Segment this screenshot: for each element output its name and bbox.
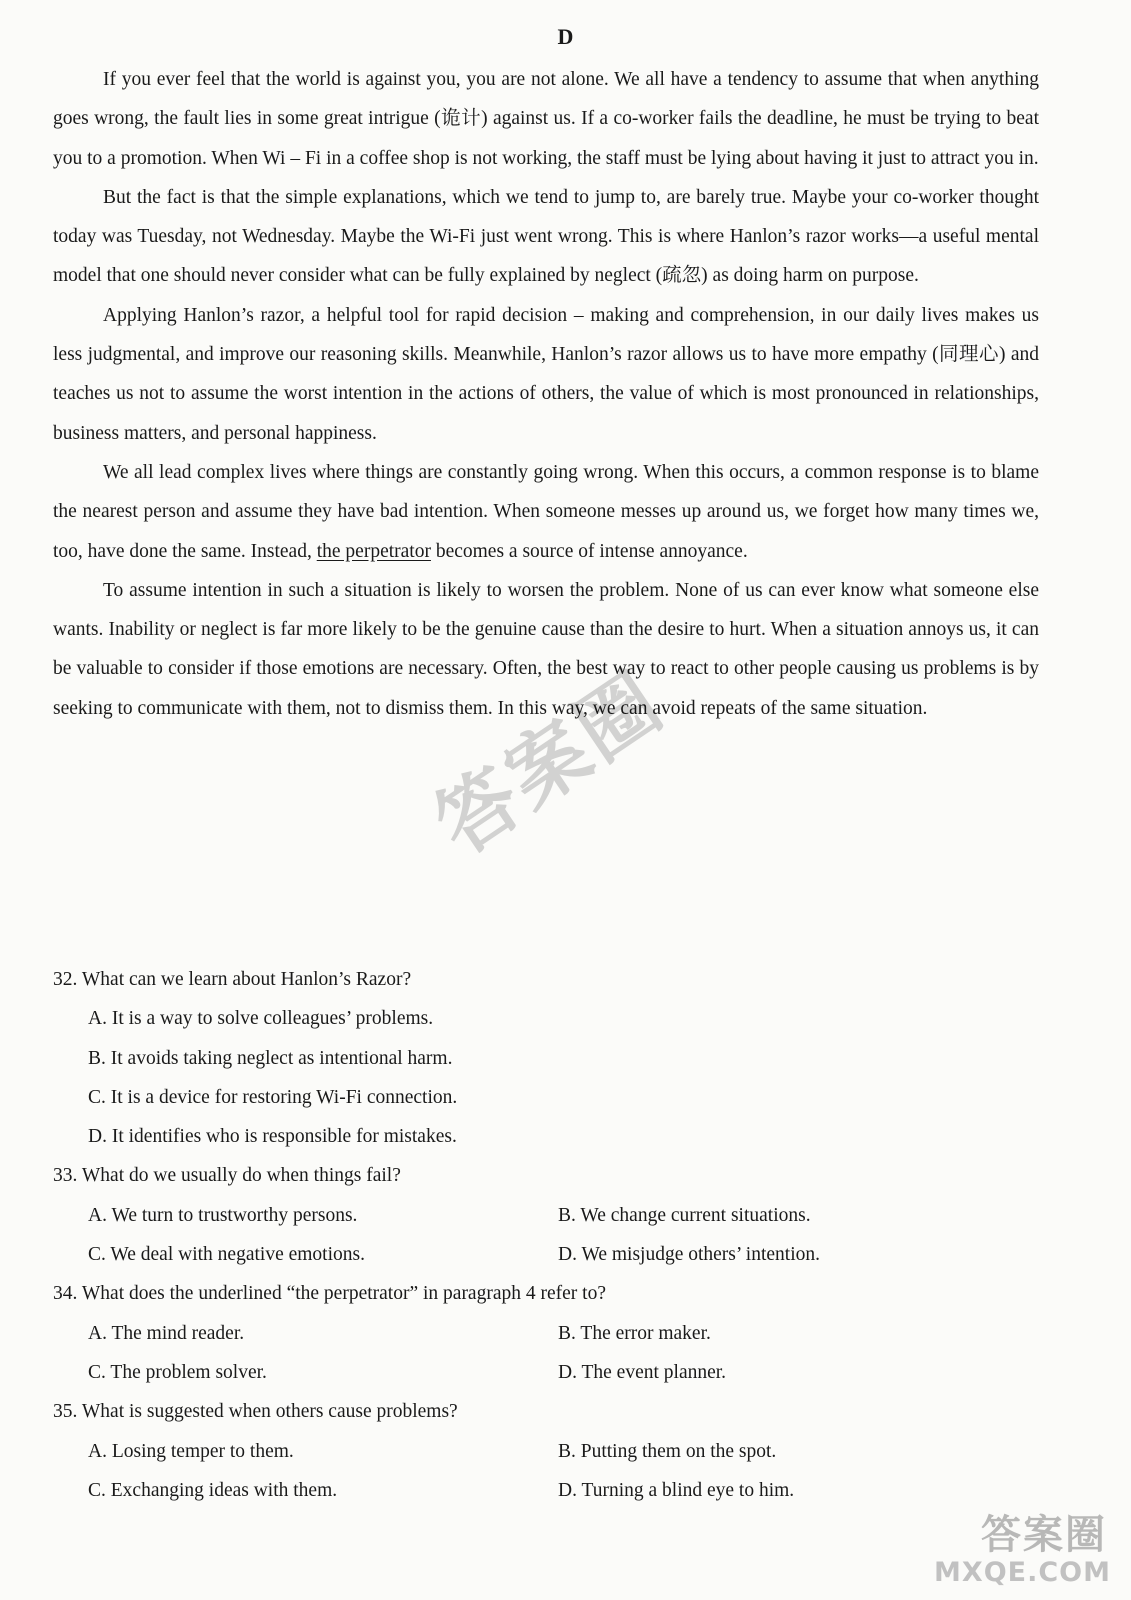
question-stem: 32. What can we learn about Hanlon’s Razor?	[53, 969, 412, 990]
watermark: 答案圈	[419, 654, 681, 873]
question-stem: 35. What is suggested when others cause problems?	[53, 1401, 458, 1423]
option-a: A. We turn to trustworthy persons.	[88, 1204, 358, 1226]
paragraph-4-start: We all lead complex lives where things are constantly going wrong. When this occurs, a common response is to blame the nearest person and assume they have bad intention. When someone messes up around us, we forget how many times we, too, have done the same. Instead,	[53, 461, 1039, 562]
paragraph-2: But the fact is that the simple explanations, which we tend to jump to, are barely true. Maybe your co-worker thought today was Tuesday, not Wednesday. Maybe the Wi-Fi just went wrong. This is where Hanlon’s razor works—a useful mental model that one should never consider what can be fully explained by neglect (疏忽) as doing harm on purpose.	[53, 186, 1039, 287]
option-c: C. It is a device for restoring Wi-Fi connection.	[88, 1086, 458, 1108]
option-b: B. Putting them on the spot.	[558, 1440, 777, 1462]
underlined-phrase: the perpetrator	[316, 540, 431, 562]
question-list	[53, 960, 1039, 1510]
option-c: C. Exchanging ideas with them.	[88, 1479, 338, 1501]
option-a: A. It is a way to solve colleagues’ problems.	[88, 1008, 434, 1030]
option-d: D. The event planner.	[558, 1361, 727, 1383]
option-d: D. Turning a blind eye to him.	[558, 1479, 795, 1501]
question-34	[53, 1274, 1039, 1392]
paragraph-1: If you ever feel that the world is against you, you are not alone. We all have a tendency to assume that when anything goes wrong, the fault lies in some great intrigue (诡计) against us. If a co-worker fails the deadline, he must be trying to beat you to a promotion. When Wi – Fi in a coffee shop is not working, the staff must be lying about having it just to attract you in.	[53, 69, 1039, 169]
paragraph-3: Applying Hanlon’s razor, a helpful tool for rapid decision – making and comprehension, in our daily lives makes us less judgmental, and improve our reasoning skills. Meanwhile, Hanlon’s razor allows us to have more empathy (同理心) and teaches us not to assume the worst intention in the actions of others, the value of which is most pronounced in relationships, business matters, and personal happiness.	[53, 304, 1039, 444]
option-c: C. The problem solver.	[88, 1361, 267, 1383]
question-32	[53, 960, 1039, 1156]
logo-chinese-text: 答案圈	[981, 1512, 1107, 1558]
option-a: A. The mind reader.	[88, 1322, 245, 1344]
question-stem: 33. What do we usually do when things fail?	[53, 1165, 401, 1187]
option-b: B. It avoids taking neglect as intentional harm.	[88, 1047, 453, 1069]
question-stem: 34. What does the underlined “the perpetrator” in paragraph 4 refer to?	[53, 1283, 606, 1305]
question-35	[53, 1392, 1039, 1510]
option-b: B. We change current situations.	[558, 1204, 811, 1226]
option-d: D. We misjudge others’ intention.	[558, 1244, 821, 1266]
reading-passage	[53, 60, 1039, 728]
paragraph-5: To assume intention in such a situation is likely to worsen the problem. None of us can ever know what someone else wants. Inability or neglect is far more likely to be the genuine cause than the desire to hurt. When a situation annoys us, it can be valuable to consider if those emotions are necessary. Often, the best way to react to other people causing us problems is by seeking to communicate with them, not to dismiss them. In this way, we can avoid repeats of the same situation.	[53, 579, 1039, 719]
paragraph-4	[53, 453, 1039, 571]
site-logo	[917, 1503, 1117, 1588]
option-a: A. Losing temper to them.	[88, 1440, 294, 1462]
option-d: D. It identifies who is responsible for mistakes.	[88, 1126, 457, 1148]
section-label: D	[557, 24, 574, 49]
question-33	[53, 1156, 1039, 1274]
option-b: B. The error maker.	[558, 1322, 711, 1344]
logo-url-text: MXQE.COM	[934, 1557, 1111, 1588]
paragraph-4-end: becomes a source of intense annoyance.	[430, 540, 748, 562]
option-c: C. We deal with negative emotions.	[88, 1244, 365, 1266]
